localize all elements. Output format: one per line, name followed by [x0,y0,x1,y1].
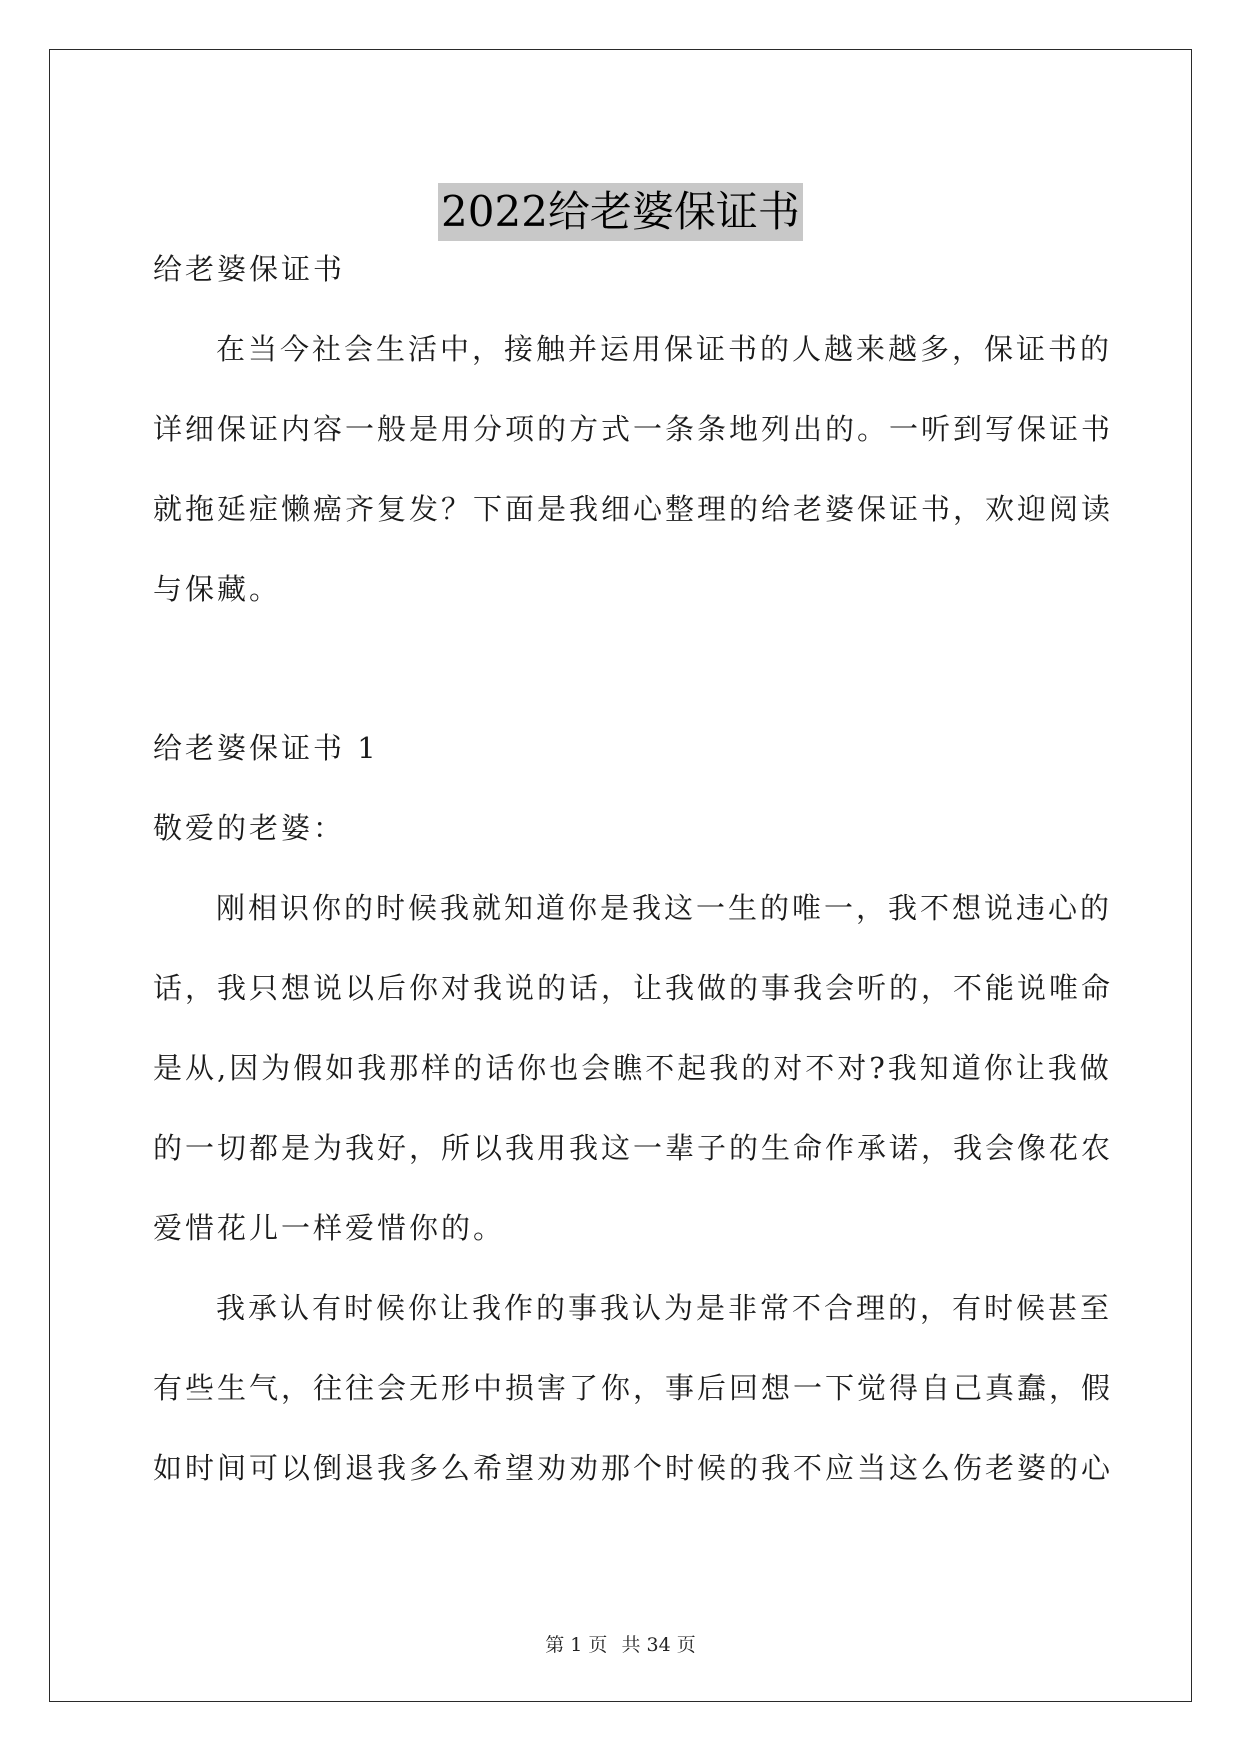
text-line: 有些生气，往往会无形中损害了你，事后回想一下觉得自己真蠢，假 [153,1371,1114,1405]
text-line: 给老婆保证书 1 [153,731,379,765]
document-body [153,244,1114,1523]
text-line: 给老婆保证书 [153,252,346,286]
text-line: 是从,因为假如我那样的话你也会瞧不起我的对不对?我知道你让我做 [153,1051,1112,1085]
document-title: 2022给老婆保证书 [438,183,803,241]
text-line: 敬爱的老婆： [153,811,346,845]
text-line: 我承认有时候你让我作的事我认为是非常不合理的，有时候甚至 [216,1291,1113,1325]
text-line: 就拖延症懒癌齐复发？下面是我细心整理的给老婆保证书，欢迎阅读 [153,492,1114,526]
text-line: 的一切都是为我好，所以我用我这一辈子的生命作承诺，我会像花农 [153,1131,1114,1165]
text-line: 在当今社会生活中，接触并运用保证书的人越来越多，保证书的 [216,332,1113,366]
text-line: 如时间可以倒退我多么希望劝劝那个时候的我不应当这么伤老婆的心 [153,1451,1114,1485]
text-line: 与保藏。 [153,572,282,606]
text-line: 详细保证内容一般是用分项的方式一条条地列出的。一听到写保证书 [153,412,1114,446]
page-number: 第 1 页 [545,1634,608,1656]
text-line: 爱惜花儿一样爱惜你的。 [153,1211,506,1245]
page-total: 共 34 页 [621,1634,696,1656]
page-footer [0,1630,1241,1660]
text-line: 刚相识你的时候我就知道你是我这一生的唯一，我不想说违心的 [216,891,1113,925]
text-line: 话，我只想说以后你对我说的话，让我做的事我会听的，不能说唯命 [153,971,1114,1005]
paragraph-gap [153,644,1093,723]
